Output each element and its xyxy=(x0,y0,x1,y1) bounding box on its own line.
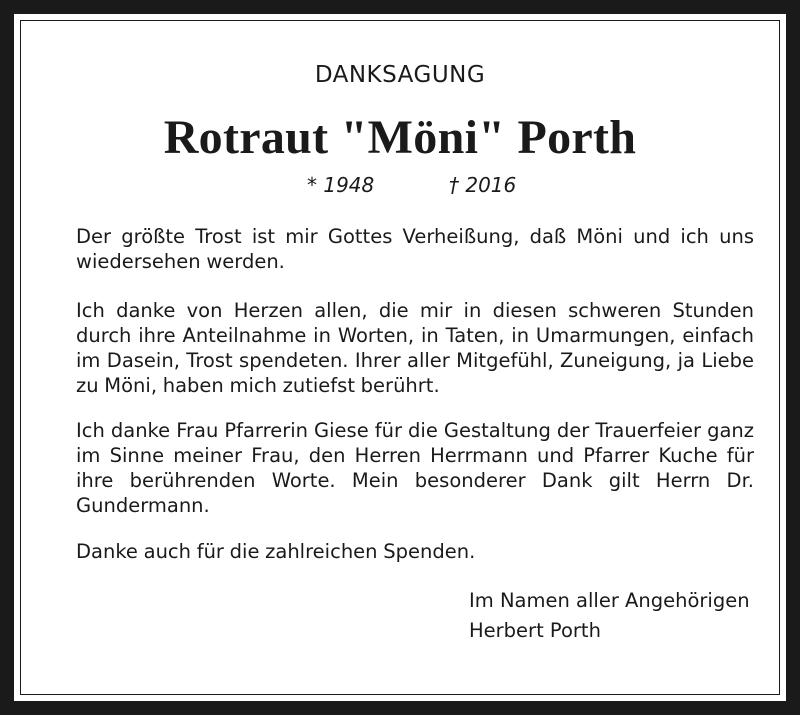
paragraph-dank-anteilnahme: Ich danke von Herzen allen, die mir in diesen schweren Stunden durch ihre Anteilnahme in Worten, in Taten, in Umarmungen, einfach im Dasein, Trost spendeten. Ihrer aller Mitgefühl, Zuneigung, ja Liebe zu Möni, haben mich zutiefst berührt. xyxy=(76,299,754,397)
paragraph-spenden: Danke auch für die zahlreichen Spenden. xyxy=(76,540,476,563)
notice-heading: DANKSAGUNG xyxy=(314,62,486,88)
signature-line-family: Im Namen aller Angehörigen xyxy=(469,589,750,612)
paragraph-dank-trauerfeier: Ich danke Frau Pfarrerin Giese für die Gestaltung der Trauerfeier ganz im Sinne meiner Frau, den Herren Herrmann und Pfarrer Kuche für ihre berührenden Worte. Mein besonderer Dank gilt Herrn Dr. Gundermann. xyxy=(76,419,754,517)
death-year: † 2016 xyxy=(449,173,517,197)
birth-year: * 1948 xyxy=(307,173,375,197)
paragraph-trost: Der größte Trost ist mir Gottes Verheißung, daß Möni und ich uns wiedersehen werden. xyxy=(76,225,754,273)
signature-line-name: Herbert Porth xyxy=(469,619,601,642)
deceased-name: Rotraut "Möni" Porth xyxy=(163,111,637,164)
